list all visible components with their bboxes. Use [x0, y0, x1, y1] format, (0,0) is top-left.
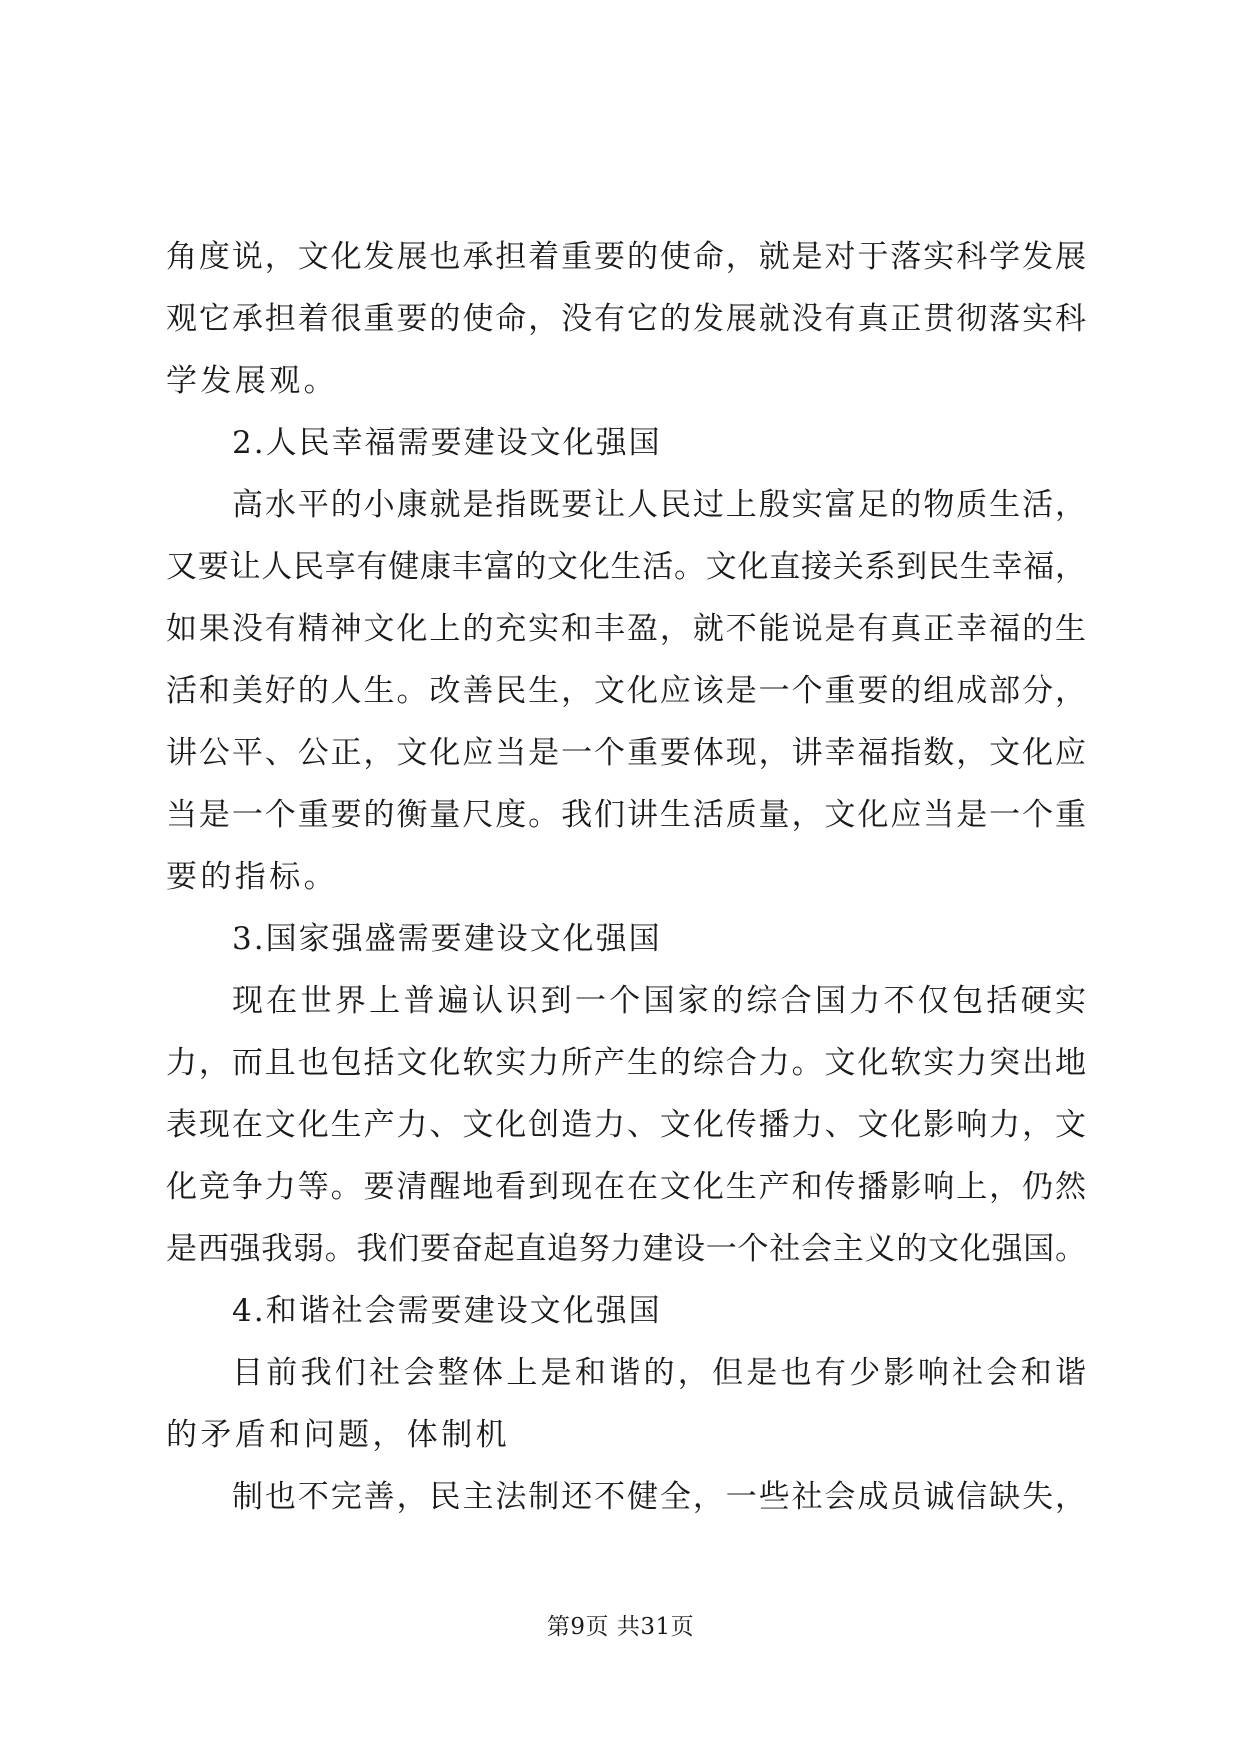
paragraph-line: 制也不完善，民主法制还不健全，一些社会成员诚信缺失， [232, 1479, 1086, 1515]
paragraph-line: 又要让人民享有健康丰富的文化生活。文化直接关系到民生幸福， [166, 549, 1086, 585]
paragraph-line: 如果没有精神文化上的充实和丰盈，就不能说是有真正幸福的生 [166, 611, 1086, 647]
section-heading-2: 2.人民幸福需要建设文化强国 [232, 425, 662, 461]
paragraph-line: 讲公平、公正，文化应当是一个重要体现，讲幸福指数，文化应 [166, 735, 1086, 771]
page-footer: 第9页 共31页 [546, 1614, 695, 1640]
paragraph-line: 学发展观。 [166, 363, 338, 399]
paragraph-line: 的矛盾和问题，体制机 [166, 1417, 510, 1453]
paragraph-line: 观它承担着很重要的使命，没有它的发展就没有真正贯彻落实科 [166, 301, 1086, 337]
page-body [166, 226, 1086, 1528]
section-heading-3: 3.国家强盛需要建设文化强国 [232, 921, 662, 957]
paragraph-line: 要的指标。 [166, 859, 338, 895]
paragraph-line: 化竞争力等。要清醒地看到现在在文化生产和传播影响上，仍然 [166, 1169, 1086, 1205]
paragraph-line: 现在世界上普遍认识到一个国家的综合国力不仅包括硬实 [232, 983, 1086, 1019]
paragraph-line: 高水平的小康就是指既要让人民过上殷实富足的物质生活， [232, 487, 1086, 523]
paragraph-line: 活和美好的人生。改善民生，文化应该是一个重要的组成部分， [166, 673, 1086, 709]
section-heading-4: 4.和谐社会需要建设文化强国 [232, 1293, 662, 1329]
paragraph-line: 是西强我弱。我们要奋起直追努力建设一个社会主义的文化强国。 [166, 1231, 1086, 1267]
paragraph-line: 表现在文化生产力、文化创造力、文化传播力、文化影响力，文 [166, 1107, 1086, 1143]
paragraph-line: 目前我们社会整体上是和谐的，但是也有少影响社会和谐 [232, 1355, 1086, 1391]
paragraph-line: 当是一个重要的衡量尺度。我们讲生活质量，文化应当是一个重 [166, 797, 1086, 833]
paragraph-line: 力，而且也包括文化软实力所产生的综合力。文化软实力突出地 [166, 1045, 1086, 1081]
paragraph-line: 角度说，文化发展也承担着重要的使命，就是对于落实科学发展 [166, 239, 1086, 275]
